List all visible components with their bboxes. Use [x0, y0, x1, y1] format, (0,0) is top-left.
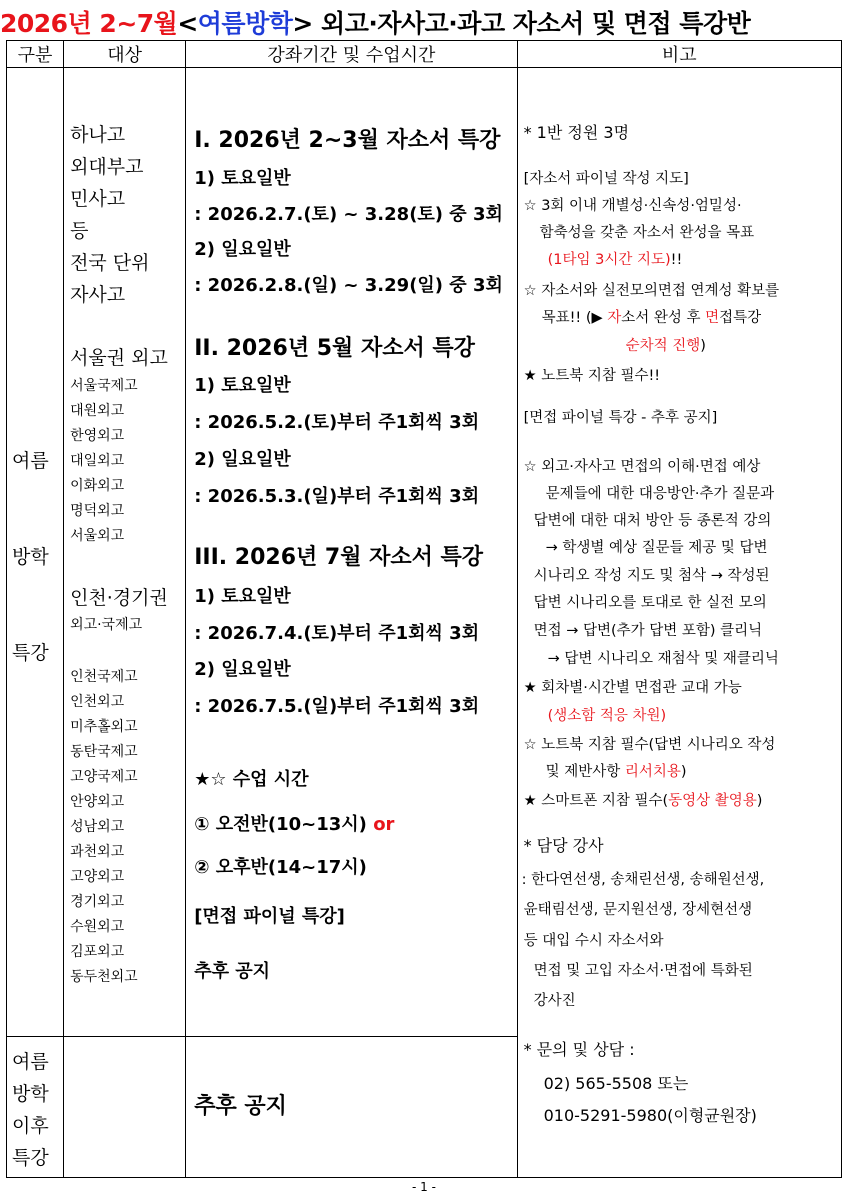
- seoul-school: 서울외고: [70, 528, 125, 544]
- category-line: 방학: [12, 1083, 49, 1105]
- seoul-school: 이화외고: [70, 478, 125, 494]
- teacher-heading: * 담당 강사: [523, 836, 604, 855]
- gyeonggi-school: 인천외고: [70, 694, 125, 710]
- session-3-sunday-dates: : 2026.7.5.(일)부터 주1회씩 3회: [194, 696, 480, 717]
- category-line: 여름: [12, 1051, 49, 1073]
- session-2-sunday-dates: : 2026.5.3.(일)부터 주1회씩 3회: [194, 486, 480, 507]
- essay-note-line: [626, 334, 706, 355]
- essay-note-text: 목표!! (▶: [541, 310, 608, 326]
- interview-note-line: → 답변 시나리오 재첨삭 및 재클리닉: [547, 651, 779, 667]
- title-year: 2026년 2~7월: [0, 9, 178, 38]
- teacher-line: 윤태림선생, 문지원선생, 장세현선생: [523, 902, 753, 918]
- interview-note-line: 답변에 대한 대처 방안 등 종론적 강의: [533, 513, 772, 529]
- interview-note-highlight: (생소함 적응 차원): [547, 708, 667, 724]
- session-2-saturday: 1) 토요일반: [194, 375, 291, 396]
- gyeonggi-region-heading: 인천·경기권: [70, 587, 168, 609]
- gyeonggi-school: 고양국제고: [70, 769, 138, 785]
- essay-note-text: 소서 완성 후: [621, 310, 706, 326]
- teacher-line: 강사진: [533, 993, 576, 1009]
- essay-note-highlight: (1타임 3시간 지도): [547, 252, 671, 268]
- interview-note-highlight: 동영상 촬영용: [668, 793, 757, 809]
- header-target: 대상: [64, 41, 186, 68]
- session-1-sunday-dates: : 2026.2.8.(일) ~ 3.29(일) 중 3회: [194, 275, 503, 296]
- essay-note-text: 접특강: [719, 310, 762, 326]
- title-rest: 외고·자사고·과고 자소서 및 면접 특강반: [312, 9, 751, 38]
- session-2-sunday: 2) 일요일반: [194, 449, 291, 470]
- class-time-heading: ★☆ 수업 시간: [194, 769, 309, 790]
- session-1-heading: I. 2026년 2~3월 자소서 특강: [194, 128, 501, 153]
- essay-note-tail: ): [700, 338, 706, 354]
- seoul-school: 대원외고: [70, 403, 125, 419]
- teacher-line: : 한다연선생, 송채린선생, 송해원선생,: [521, 872, 765, 888]
- interview-final-heading: [면접 파이널 특강]: [194, 906, 345, 927]
- interview-note-line: [546, 760, 687, 781]
- category-line: 특강: [12, 642, 49, 664]
- seoul-school: 명덕외고: [70, 503, 125, 519]
- gyeonggi-school: 과천외고: [70, 844, 125, 860]
- seoul-region-heading: 서울권 외고: [70, 347, 168, 369]
- seoul-school: 서울국제고: [70, 378, 138, 394]
- session-1-sunday: 2) 일요일반: [194, 239, 291, 260]
- class-capacity: * 1반 정원 3명: [523, 123, 630, 142]
- teacher-line: 면접 및 고입 자소서·면접에 특화된: [533, 963, 753, 979]
- teacher-line: 등 대입 수시 자소서와: [523, 933, 664, 949]
- target-school: 등: [70, 220, 89, 242]
- gyeonggi-school: 성남외고: [70, 819, 125, 835]
- interview-note-line: → 학생별 예상 질문들 제공 및 답변: [545, 540, 768, 556]
- session-2-saturday-dates: : 2026.5.2.(토)부터 주1회씩 3회: [194, 412, 480, 433]
- class-time-pm: ② 오후반(14~17시): [194, 857, 367, 878]
- interview-note-line: ☆ 외고·자사고 면접의 이해·면접 예상: [523, 459, 761, 475]
- target-school: 자사고: [70, 284, 126, 306]
- title-open-bracket: <: [177, 9, 198, 38]
- interview-note-text: ): [680, 764, 687, 780]
- essay-note-line: ☆ 3회 이내 개별성·신속성·엄밀성·: [523, 198, 742, 214]
- gyeonggi-school: 인천국제고: [70, 669, 138, 685]
- gyeonggi-region-subheading: 외고·국제고: [70, 617, 143, 633]
- class-time-am-label: ① 오전반(10~13시): [194, 814, 367, 835]
- interview-note-line: 시나리오 작성 지도 및 첨삭 → 작성된: [533, 568, 770, 584]
- target-school: 외대부고: [70, 156, 144, 178]
- gyeonggi-school: 안양외고: [70, 794, 125, 810]
- session-1-saturday-dates: : 2026.2.7.(토) ~ 3.28(토) 중 3회: [194, 204, 503, 225]
- interview-note-text: ): [756, 793, 763, 809]
- essay-note-tail: !!: [670, 252, 683, 268]
- interview-note-line: 답변 시나리오를 토대로 한 실전 모의: [533, 595, 767, 611]
- session-2-heading: II. 2026년 5월 자소서 특강: [194, 336, 475, 361]
- category-line: 이후: [12, 1115, 49, 1137]
- schedule-table: [6, 40, 842, 1178]
- table-header-row: [7, 41, 842, 68]
- notes-cell: [517, 68, 841, 1178]
- class-time-or: or: [373, 814, 395, 835]
- interview-note-text: ★ 스마트폰 지참 필수(: [523, 793, 669, 809]
- interview-note-line: ☆ 노트북 지참 필수(답변 시나리오 작성: [523, 737, 776, 753]
- interview-note-line: ★ 회차별·시간별 면접관 교대 가능: [523, 680, 742, 696]
- target-school: 민사고: [70, 188, 126, 210]
- summer-category-cell: [7, 68, 64, 1037]
- after-summer-schedule-note: 추후 공지: [194, 1094, 287, 1119]
- after-summer-schedule-cell: [186, 1037, 517, 1178]
- contact-heading: * 문의 및 상담 :: [523, 1040, 635, 1059]
- interview-note-line: 면접 → 답변(추가 답변 포함) 클리닉: [533, 623, 763, 639]
- seoul-school: 대일외고: [70, 453, 125, 469]
- gyeonggi-school: 동탄국제고: [70, 744, 138, 760]
- gyeonggi-school: 미추홀외고: [70, 719, 138, 735]
- gyeonggi-school: 경기외고: [70, 894, 125, 910]
- category-line: 여름: [12, 450, 49, 472]
- target-school: 하나고: [70, 124, 126, 146]
- essay-note-line: [548, 248, 683, 269]
- summer-schedule-cell: [186, 68, 517, 1037]
- interview-note-text: 및 제반사항: [545, 764, 625, 780]
- after-summer-category-cell: [7, 1037, 64, 1178]
- interview-note-line: 문제들에 대한 대응방안·추가 질문과: [545, 486, 775, 502]
- interview-final-notes-heading: [면접 파이널 특강 - 추후 공지]: [523, 410, 718, 426]
- title-close-bracket: >: [292, 9, 313, 38]
- header-schedule: 강좌기간 및 수업시간: [186, 41, 517, 68]
- essay-note-highlight: 순차적 진행: [625, 338, 701, 354]
- category-line: 방학: [12, 546, 49, 568]
- table-row-summer: [7, 68, 842, 1037]
- gyeonggi-school: 동두천외고: [70, 969, 138, 985]
- session-3-sunday: 2) 일요일반: [194, 659, 291, 680]
- category-line: 특강: [12, 1147, 49, 1169]
- contact-phone: 02) 565-5508 또는: [543, 1074, 689, 1093]
- header-category: 구분: [7, 41, 64, 68]
- session-3-saturday: 1) 토요일반: [194, 586, 291, 607]
- class-time-am: [194, 810, 394, 836]
- page-title: [0, 4, 848, 40]
- page-number: - 1 -: [412, 1180, 436, 1194]
- after-summer-target-cell: [64, 1037, 186, 1178]
- session-1-saturday: 1) 토요일반: [194, 168, 291, 189]
- summer-target-cell: [64, 68, 186, 1037]
- session-3-heading: III. 2026년 7월 자소서 특강: [194, 545, 484, 570]
- essay-note-line: [542, 306, 762, 327]
- interview-note-highlight: 리서치용: [624, 764, 681, 780]
- title-season: 여름방학: [197, 9, 293, 38]
- essay-final-heading: [자소서 파이널 작성 지도]: [523, 171, 689, 187]
- essay-note-highlight: 자: [607, 310, 622, 326]
- interview-note-line: [524, 789, 763, 810]
- essay-note-line: ★ 노트북 지참 필수!!: [523, 368, 661, 384]
- gyeonggi-school: 고양외고: [70, 869, 125, 885]
- contact-mobile: 010-5291-5980(이형균원장): [543, 1106, 757, 1125]
- target-school: 전국 단위: [70, 252, 150, 274]
- gyeonggi-school: 수원외고: [70, 919, 125, 935]
- header-notes: 비고: [517, 41, 841, 68]
- gyeonggi-school: 김포외고: [70, 944, 125, 960]
- essay-note-line: ☆ 자소서와 실전모의면접 연계성 확보를: [523, 283, 780, 299]
- interview-final-note: 추후 공지: [194, 961, 271, 982]
- essay-note-highlight: 면: [705, 310, 720, 326]
- session-3-saturday-dates: : 2026.7.4.(토)부터 주1회씩 3회: [194, 623, 480, 644]
- seoul-school: 한영외고: [70, 428, 125, 444]
- essay-note-line: 함축성을 갖춘 자소서 완성을 목표: [539, 225, 755, 241]
